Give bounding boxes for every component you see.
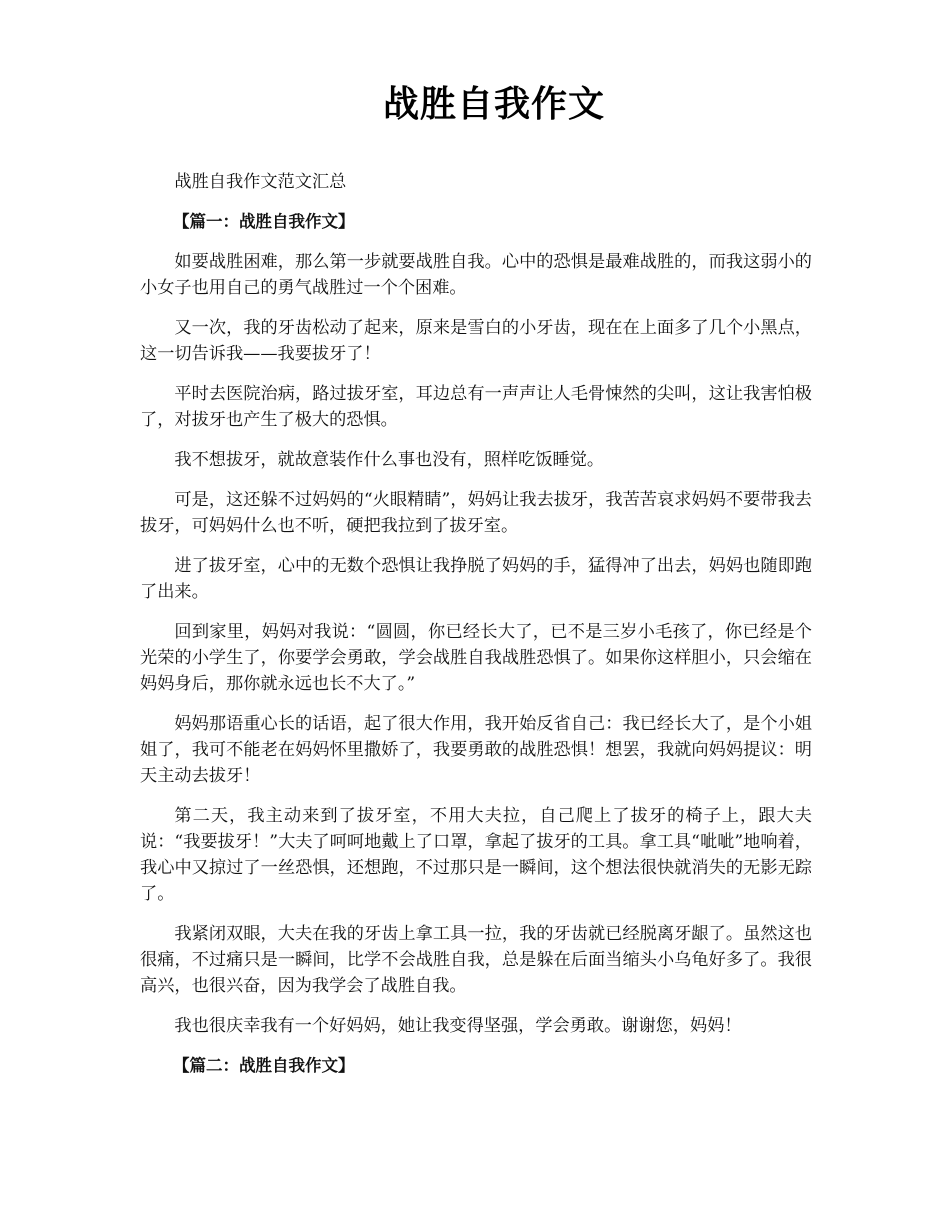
body-paragraph: 我紧闭双眼，大夫在我的牙齿上拿工具一拉，我的牙齿就已经脱离牙龈了。虽然这也很痛，不过痛只是一瞬间，比学不会战胜自我，总是躲在后面当缩头小乌龟好多了。我很高兴，也很兴奋，因为我学会了战胜自我。 — [140, 924, 812, 996]
body-paragraph: 我也很庆幸我有一个好妈妈，她让我变得坚强，学会勇敢。谢谢您，妈妈！ — [174, 1016, 742, 1036]
body-paragraph: 进了拔牙室，心中的无数个恐惧让我挣脱了妈妈的手，猛得冲了出去，妈妈也随即跑了出来。 — [140, 556, 812, 602]
body-paragraph: 平时去医院治病，路过拔牙室，耳边总有一声声让人毛骨悚然的尖叫，这让我害怕极了，对拔牙也产生了极大的恐惧。 — [140, 384, 812, 430]
section-heading-1: 【篇一：战胜自我作文】 — [173, 212, 355, 231]
document-title: 战胜自我作文 — [382, 84, 605, 125]
section-heading-2: 【篇二：战胜自我作文】 — [173, 1056, 355, 1075]
body-paragraph: 妈妈那语重心长的话语，起了很大作用，我开始反省自己：我已经长大了，是个小姐姐了，我可不能老在妈妈怀里撒娇了，我要勇敢的战胜恐惧！想罢，我就向妈妈提议：明天主动去拔牙！ — [140, 714, 812, 786]
body-paragraph: 我不想拔牙，就故意装作什么事也没有，照样吃饭睡觉。 — [174, 450, 605, 470]
body-paragraph: 如要战胜困难，那么第一步就要战胜自我。心中的恐惧是最难战胜的，而我这弱小的小女子也用自己的勇气战胜过一个个困难。 — [140, 252, 812, 298]
body-paragraph: 可是，这还躲不过妈妈的“火眼精睛”，妈妈让我去拔牙，我苦苦哀求妈妈不要带我去拔牙，可妈妈什么也不听，硬把我拉到了拔牙室。 — [140, 490, 812, 536]
body-paragraph: 又一次，我的牙齿松动了起来，原来是雪白的小牙齿，现在在上面多了几个小黑点，这一切告诉我——我要拔牙了！ — [140, 318, 812, 364]
document-body — [140, 169, 812, 1093]
body-paragraph: 回到家里，妈妈对我说：“圆圆，你已经长大了，已不是三岁小毛孩了，你已经是个光荣的小学生了，你要学会勇敢，学会战胜自我战胜恐惧了。如果你这样胆小，只会缩在妈妈身后，那你就永远也长不大了。” — [140, 622, 812, 694]
body-paragraph: 第二天，我主动来到了拔牙室，不用大夫拉，自己爬上了拔牙的椅子上，跟大夫说：“我要拔牙！”大夫了呵呵地戴上了口罩，拿起了拔牙的工具。拿工具“呲呲”地响着，我心中又掠过了一丝恐惧，还想跑，不过那只是一瞬间，这个想法很快就消失的无影无踪了。 — [140, 806, 812, 904]
intro-paragraph: 战胜自我作文范文汇总 — [174, 172, 347, 192]
